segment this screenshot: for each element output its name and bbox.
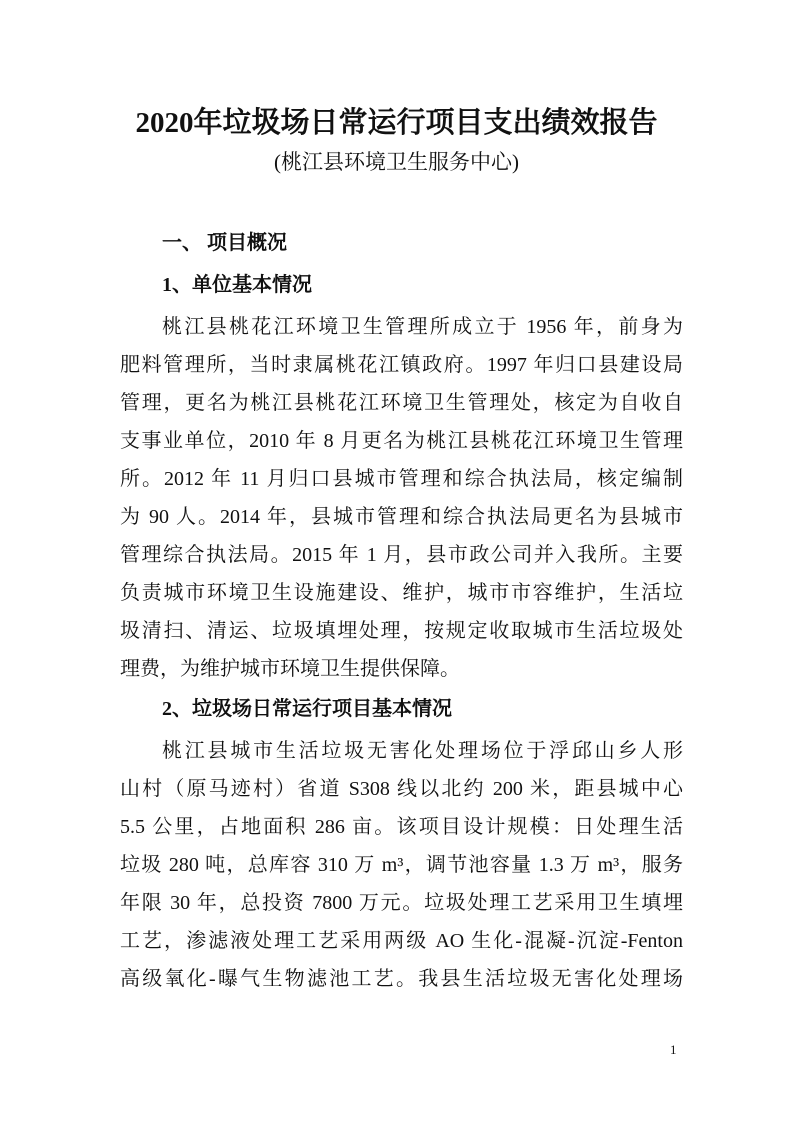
text-line: 所。2012 年 11 月归口县城市管理和综合执法局，核定编制 (120, 468, 683, 490)
paragraph-project-overview (120, 736, 683, 1002)
page-number: 1 (670, 1042, 677, 1057)
text-line: 年限 30 年，总投资 7800 万元。垃圾处理工艺采用卫生填埋 (120, 892, 683, 914)
text-line: 圾清扫、清运、垃圾填埋处理，按规定收取城市生活垃圾处 (120, 620, 683, 642)
text-line: 山村（原马迹村）省道 S308 线以北约 200 米，距县城中心 (120, 778, 683, 800)
text-line: 支事业单位，2010 年 8 月更名为桃江县桃花江环境卫生管理 (120, 430, 683, 452)
document-body (120, 228, 683, 1002)
section-heading: 一、 项目概况 (162, 232, 287, 254)
text-line: 桃江县桃花江环境卫生管理所成立于 1956 年，前身为 (162, 316, 683, 338)
text-line: 肥料管理所，当时隶属桃花江镇政府。1997 年归口县建设局 (120, 354, 683, 376)
text-line: 桃江县城市生活垃圾无害化处理场位于浮邱山乡人形 (162, 740, 683, 762)
text-line: 高级氧化-曝气生物滤池工艺。我县生活垃圾无害化处理场 (120, 968, 683, 990)
subsection-heading: 2、垃圾场日常运行项目基本情况 (162, 698, 452, 720)
text-line: 为 90 人。2014 年，县城市管理和综合执法局更名为县城市 (120, 506, 683, 528)
text-line: 工艺，渗滤液处理工艺采用两级 AO 生化-混凝-沉淀-Fenton (120, 930, 683, 952)
text-line: 5.5 公里，占地面积 286 亩。该项目设计规模：日处理生活 (120, 816, 683, 838)
text-line: 垃圾 280 吨，总库容 310 万 m³，调节池容量 1.3 万 m³，服务 (120, 854, 683, 876)
text-line: 管理，更名为桃江县桃花江环境卫生管理处，核定为自收自 (120, 392, 683, 414)
document-subtitle: (桃江县环境卫生服务中心) (274, 150, 519, 174)
paragraph-unit-overview (120, 312, 683, 692)
document-title: 2020年垃圾场日常运行项目支出绩效报告 (135, 107, 658, 139)
text-line: 管理综合执法局。2015 年 1 月，县市政公司并入我所。主要 (120, 544, 683, 566)
subsection-heading: 1、单位基本情况 (162, 274, 312, 296)
text-line: 理费，为维护城市环境卫生提供保障。 (120, 658, 460, 680)
text-line: 负责城市环境卫生设施建设、维护，城市市容维护，生活垃 (120, 582, 683, 604)
